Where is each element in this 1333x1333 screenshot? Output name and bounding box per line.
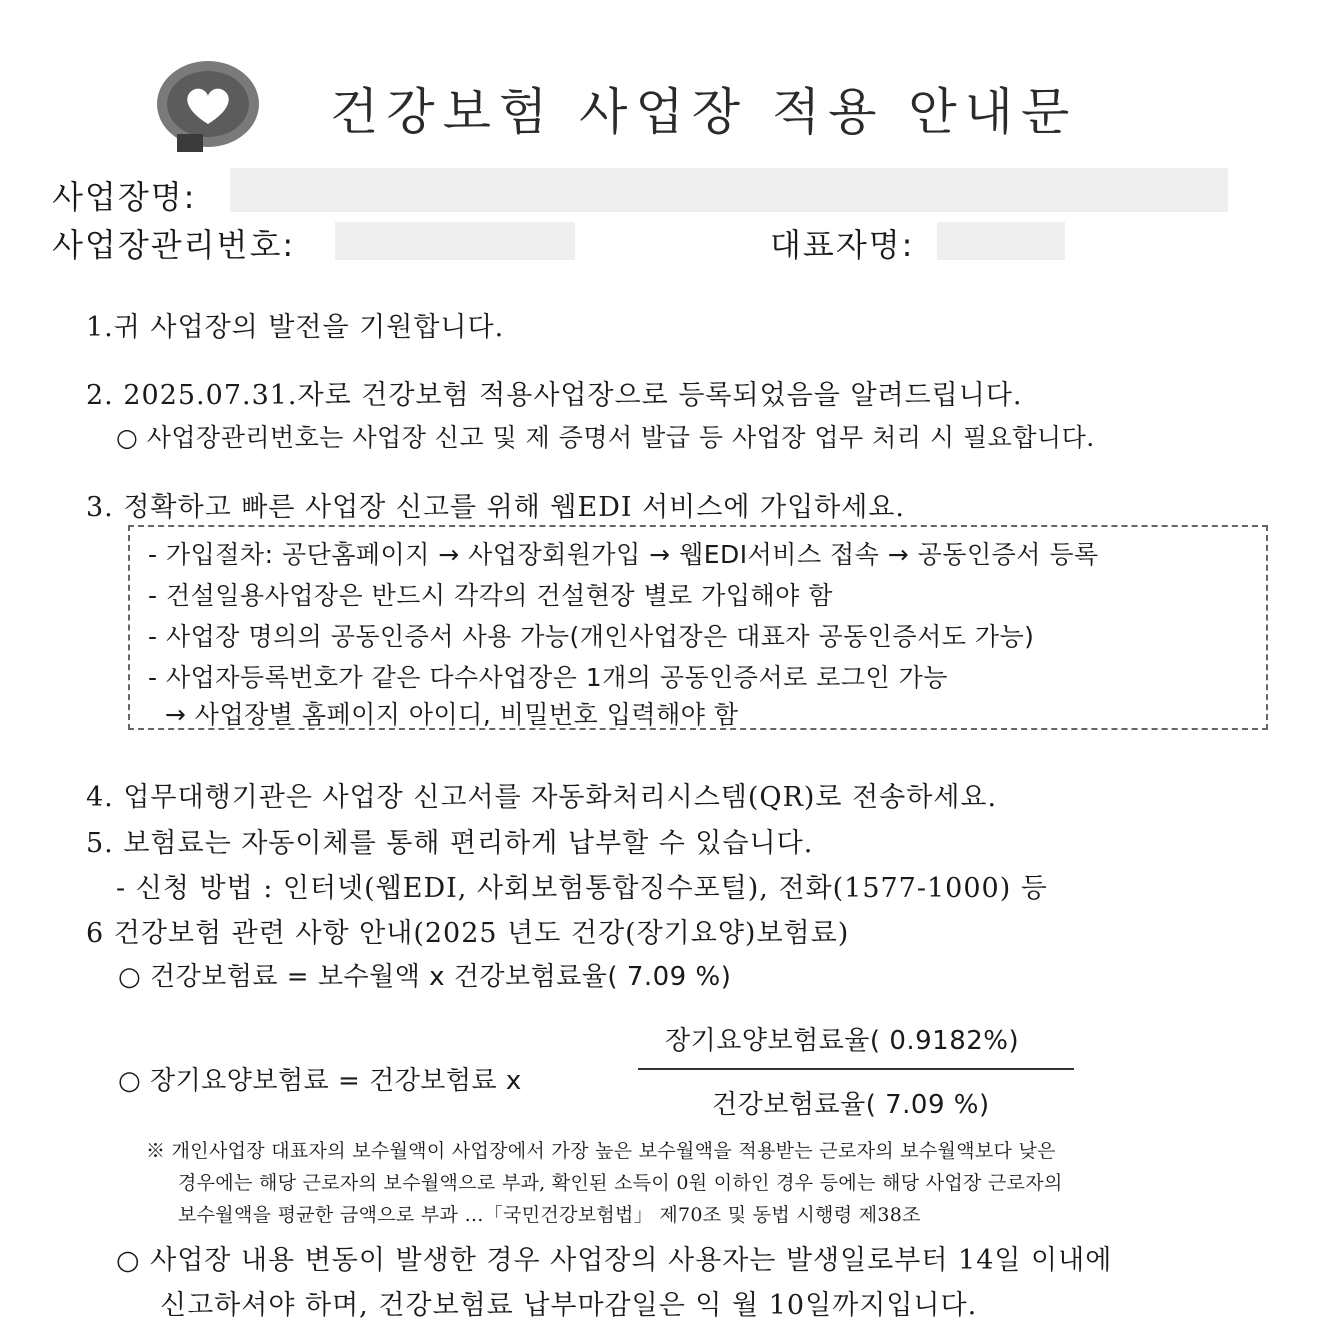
box-line: → 사업장별 홈페이지 아이디, 비밀번호 입력해야 함 xyxy=(148,700,739,729)
box-line: - 사업장 명의의 공동인증서 사용 가능(개인사업장은 대표자 공동인증서도 가능) xyxy=(148,622,1035,651)
ltc-rate-denominator: 건강보험료율( 7.09 %) xyxy=(712,1090,990,1120)
ltc-formula-left: ○ 장기요양보험료 = 건강보험료 x xyxy=(118,1066,522,1096)
heart-logo-icon xyxy=(155,58,261,158)
item-4: 4. 업무대행기관은 사업장 신고서를 자동화처리시스템(QR)로 전송하세요. xyxy=(86,782,998,813)
page-title: 건강보험 사업장 적용 안내문 xyxy=(330,83,1078,141)
fraction-line xyxy=(638,1068,1074,1070)
item-1: 1.귀 사업장의 발전을 기원합니다. xyxy=(86,312,505,343)
note-line: ※ 개인사업장 대표자의 보수월액이 사업장에서 가장 높은 보수월액을 적용받는 근로자의 보수월액보다 낮은 xyxy=(146,1140,1056,1162)
representative-redacted xyxy=(937,222,1065,260)
final-notice-line: 신고하셔야 하며, 건강보험료 납부마감일은 익 월 10일까지입니다. xyxy=(160,1290,978,1321)
workplace-number-redacted xyxy=(335,222,575,260)
box-line: - 사업자등록번호가 같은 다수사업장은 1개의 공동인증서로 로그인 가능 xyxy=(148,663,948,692)
box-line: - 가입절차: 공단홈페이지 → 사업장회원가입 → 웹EDI서비스 접속 → 공동인증서 등록 xyxy=(148,540,1099,569)
workplace-number-label: 사업장관리번호: xyxy=(52,226,296,264)
item-3: 3. 정확하고 빠른 사업장 신고를 위해 웹EDI 서비스에 가입하세요. xyxy=(86,492,905,523)
workplace-name-label: 사업장명: xyxy=(52,178,197,216)
item-2-note: ○ 사업장관리번호는 사업장 신고 및 제 증명서 발급 등 사업장 업무 처리 시 필요합니다. xyxy=(116,423,1095,452)
item-2: 2. 2025.07.31.자로 건강보험 적용사업장으로 등록되었음을 알려드립니다. xyxy=(86,380,1023,411)
item-5: 5. 보험료는 자동이체를 통해 편리하게 납부할 수 있습니다. xyxy=(86,828,814,859)
final-notice-line: ○ 사업장 내용 변동이 발생한 경우 사업장의 사용자는 발생일로부터 14일 이내에 xyxy=(116,1245,1113,1276)
representative-label: 대표자명: xyxy=(770,226,915,264)
note-line: 보수월액을 평균한 금액으로 부과 …「국민건강보험법」 제70조 및 동법 시행령 제38조 xyxy=(178,1204,921,1226)
workplace-name-redacted xyxy=(230,168,1228,212)
health-insurance-formula: ○ 건강보험료 = 보수월액 x 건강보험료율( 7.09 %) xyxy=(118,962,732,992)
item-5-sub: - 신청 방법 : 인터넷(웹EDI, 사회보험통합징수포털), 전화(1577-1000) 등 xyxy=(116,873,1048,904)
ltc-rate-numerator: 장기요양보험료율( 0.9182%) xyxy=(665,1026,1020,1056)
item-6: 6 건강보험 관련 사항 안내(2025 년도 건강(장기요양)보험료) xyxy=(86,918,850,949)
box-line: - 건설일용사업장은 반드시 각각의 건설현장 별로 가입해야 함 xyxy=(148,581,833,610)
note-line: 경우에는 해당 근로자의 보수월액으로 부과, 확인된 소득이 0원 이하인 경우 등에는 해당 사업장 근로자의 xyxy=(178,1172,1063,1194)
